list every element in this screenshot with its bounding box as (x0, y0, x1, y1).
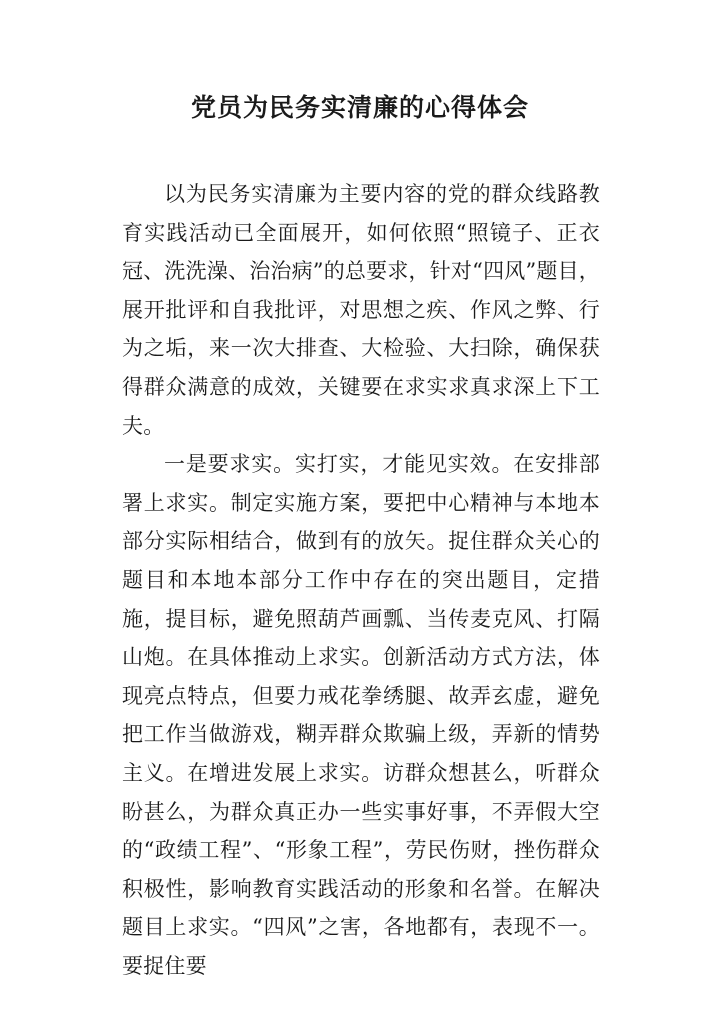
paragraph-intro: 以为民务实清廉为主要内容的党的群众线路教育实践活动已全面展开，如何依照“照镜子、正衣冠、洗洗澡、治治病”的总要求，针对“四风”题目，展开批评和自我批评，对思想之疾、作风之弊、行为之垢，来一次大排查、大检验、大扫除，确保获得群众满意的成效，关键要在求实求真求深上下工夫。 (122, 182, 601, 438)
paragraph-seek-truth: 一是要求实。实打实，才能见实效。在安排部署上求实。制定实施方案，要把中心精神与本地本部分实际相结合，做到有的放矢。捉住群众关心的题目和本地本部分工作中存在的突出题目，定措施，提目标，避免照葫芦画瓢、当传麦克风、打隔山炮。在具体推动上求实。创新活动方式方法，体现亮点特点，但要力戒花拳绣腿、故弄玄虚，避免把工作当做游戏，糊弄群众欺骗上级，弄新的情势主义。在增进发展上求实。访群众想甚么，听群众盼甚么，为群众真正办一些实事好事，不弄假大空的“政绩工程”、“形象工程”，劳民伤财，挫伤群众积极性，影响教育实践活动的形象和名誉。在解决题目上求实。“四风”之害，各地都有，表现不一。要捉住要 (122, 452, 600, 978)
document-title: 党员为民务实清廉的心得体会 (190, 93, 529, 122)
document-body (122, 175, 600, 985)
